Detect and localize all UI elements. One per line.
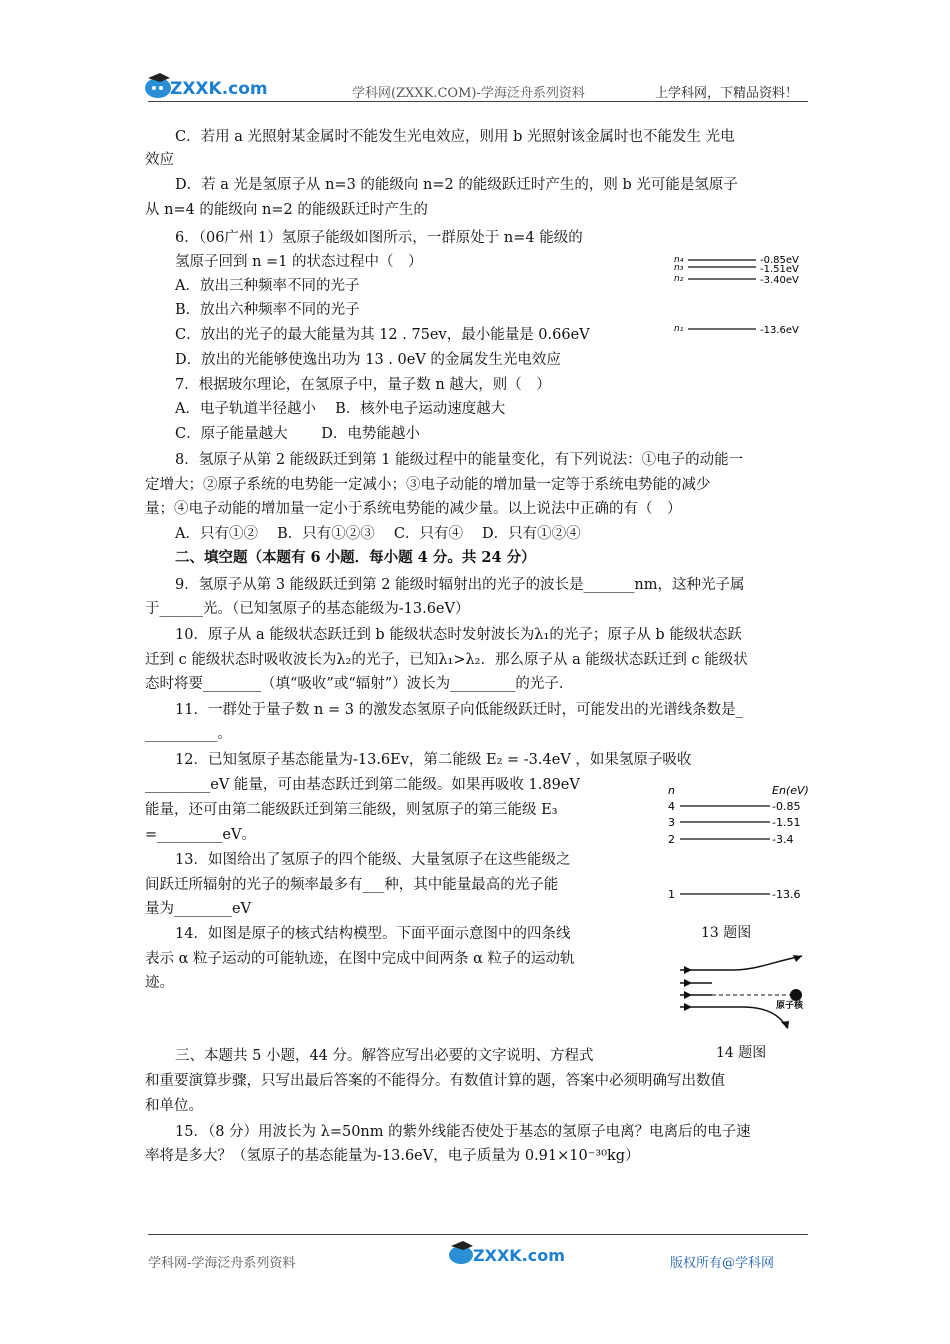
q6-option-b: B．放出六种频率不同的光子 (175, 302, 360, 318)
level-number: 2 (668, 833, 675, 846)
header-logo (140, 70, 268, 104)
header-right: 上学科网，下精品资料！ (655, 86, 799, 101)
q14-stem: 14．如图是原子的核式结构模型。下面平面示意图中的四条线 (175, 926, 571, 942)
q14-stem-cont: 表示 α 粒子运动的可能轨迹，在图中完成中间两条 α 粒子的运动轨 (145, 951, 575, 967)
energy-value: -0.85 (772, 800, 801, 813)
energy-value: -13.6 (772, 888, 801, 901)
q12-stem-cont2: 能量，还可由第二能级跃迁到第三能级，则氢原子的第三能级 E₃ (145, 802, 558, 818)
q12-stem-cont3: =_________eV。 (145, 827, 256, 843)
level-number: 4 (668, 800, 675, 813)
section-3-cont: 和重要演算步骤，只写出最后答案的不能得分。有数值计算的题，答案中必须明确写出数值 (145, 1073, 725, 1089)
q11-stem: 11．一群处于量子数 n = 3 的激发态氢原子向低能级跃迁时，可能发出的光谱线条数是_ (175, 702, 743, 718)
trajectory-bottom (680, 1007, 787, 1028)
q8-stem: 8．氢原子从第 2 能级跃迁到第 1 能级过程中的能量变化，有下列说法：①电子的动能一 (175, 452, 744, 468)
option-d: D．若 a 光是氢原子从 n=3 的能级向 n=2 的能级跃迁时产生的，则 b 光可能是氢原子 (175, 177, 738, 193)
option-c-cont: 效应 (145, 152, 174, 168)
energy-value: -1.51 (772, 816, 801, 829)
option-c: C．若用 a 光照射某金属时不能发生光电效应，则用 b 光照射该金属时也不能发生 光电 (175, 129, 735, 145)
column-label-n: n (668, 784, 675, 797)
section-3-cont2: 和单位。 (145, 1098, 203, 1114)
zxxk-logo-icon (140, 70, 268, 104)
arrow-icon (684, 966, 692, 974)
q8-stem-cont: 定增大；②原子系统的电势能一定减小；③电子动能的增加量一定等于系统电势能的减少 (145, 477, 711, 493)
q6-option-d: D．放出的光能够使逸出功为 13 . 0eV 的金属发生光电效应 (175, 352, 561, 368)
arrow-icon (684, 979, 692, 987)
header-rule (148, 101, 808, 102)
q12-stem-cont: _________eV 能量，可由基态跃迁到第二能级。如果再吸收 1.89eV (145, 777, 580, 793)
energy-label: -13.6eV (760, 325, 799, 336)
q6-option-a: A．放出三种频率不同的光子 (175, 278, 360, 294)
q8-options: A．只有①② B．只有①②③ C．只有④ D．只有①②④ (175, 526, 581, 542)
level-label: n₂ (674, 274, 684, 284)
arrow-icon (793, 955, 802, 962)
q10-stem-cont2: 态时将要________（填“吸收”或“辐射”）波长为_________的光子． (145, 676, 574, 692)
q6-stem-cont: 氢原子回到 n =1 的状态过程中（ ） (175, 254, 423, 270)
q15-stem: 15．（8 分）用波长为 λ=50nm 的紫外线能否使处于基态的氢原子电离？电离后的电子速 (175, 1124, 751, 1140)
svg-text:ZXXK.com: ZXXK.com (473, 1246, 565, 1265)
level-number: 1 (668, 888, 675, 901)
q6-energy-diagram (670, 250, 815, 345)
nucleus-icon (790, 989, 802, 1001)
arrow-icon (781, 1021, 789, 1029)
energy-value: -3.4 (772, 833, 794, 846)
footer-right: 版权所有@学科网 (670, 1256, 775, 1271)
q10-stem-cont: 迁到 c 能级状态时吸收波长为λ₂的光子，已知λ₁>λ₂．那么原子从 a 能级状态跃迁到 c 能级状 (145, 652, 748, 668)
svg-text:ZXXK.com: ZXXK.com (170, 79, 268, 99)
q7-options-cd: C．原子能量越大 D．电势能越小 (175, 426, 420, 442)
q13-energy-diagram (662, 780, 822, 910)
arrow-icon (684, 991, 692, 999)
q15-stem-cont: 率将是多大？（氢原子的基态能量为-13.6eV，电子质量为 0.91×10⁻³⁰kg） (145, 1148, 640, 1164)
q14-stem-cont2: 迹。 (145, 975, 174, 991)
section-3-title: 三、本题共 5 小题，44 分。解答应写出必要的文字说明、方程式 (175, 1048, 594, 1064)
footer-left: 学科网-学海泛舟系列资料 (148, 1256, 296, 1271)
option-d-cont: 从 n=4 的能级向 n=2 的能级跃迁时产生的 (145, 202, 428, 218)
q7-options-ab: A．电子轨道半径越小 B．核外电子运动速度越大 (175, 401, 506, 417)
level-label: n₃ (674, 263, 684, 273)
fig14-caption: 14 题图 (716, 1045, 767, 1061)
footer-rule (148, 1234, 808, 1235)
q11-stem-cont: __________。 (145, 726, 232, 742)
q13-stem-cont: 间跃迁所辐射的光子的频率最多有___种，其中能量最高的光子能 (145, 877, 559, 893)
column-label-en: En(eV) (772, 784, 809, 797)
level-number: 3 (668, 816, 675, 829)
q6-stem: 6．（06广州 1）氢原子能级如图所示，一群原处于 n=4 能级的 (175, 230, 583, 246)
q12-stem: 12．已知氢原子基态能量为-13.6Ev，第二能级 E₂ = -3.4eV ，如果氢原子吸收 (175, 752, 692, 768)
q6-option-c: C．放出的光子的最大能量为其 12 . 75ev，最小能量是 0.66eV (175, 327, 590, 343)
fig13-caption: 13 题图 (701, 925, 752, 941)
level-label: n₁ (674, 324, 684, 334)
energy-label: -3.40eV (760, 275, 799, 286)
trajectory-top-curve (732, 956, 802, 970)
q9-stem: 9．氢原子从第 3 能级跃迁到第 2 能级时辐射出的光子的波长是_______nm，这种光子属 (175, 577, 745, 593)
header-center: 学科网(ZXXK.COM)-学海泛舟系列资料 (352, 86, 585, 101)
level-label: n₄ (674, 255, 684, 265)
q13-stem-cont2: 量为________eV (145, 901, 252, 917)
footer-logo (445, 1238, 565, 1270)
q8-stem-cont2: 量；④电子动能的增加量一定小于系统电势能的减少量。以上说法中正确的有（ ） (145, 501, 682, 517)
nucleus-label: 原子核 (776, 1001, 804, 1011)
energy-label: -0.85eV (760, 255, 799, 266)
zxxk-logo-icon (445, 1238, 565, 1270)
arrow-icon (684, 1003, 692, 1011)
q13-stem: 13．如图给出了氢原子的四个能级、大量氢原子在这些能级之 (175, 852, 571, 868)
q7-stem: 7．根据玻尔理论，在氢原子中，量子数 n 越大，则（ ） (175, 377, 551, 393)
section-2-title: 二、填空题（本题有 6 小题．每小题 4 分。共 24 分） (175, 549, 536, 566)
q14-alpha-diagram (662, 950, 822, 1030)
q9-stem-cont: 于______光。（已知氢原子的基态能级为-13.6eV） (145, 601, 470, 617)
energy-label: -1.51eV (760, 264, 799, 275)
q10-stem: 10．原子从 a 能级状态跃迁到 b 能级状态时发射波长为λ₁的光子；原子从 b 能级状态跃 (175, 627, 742, 643)
